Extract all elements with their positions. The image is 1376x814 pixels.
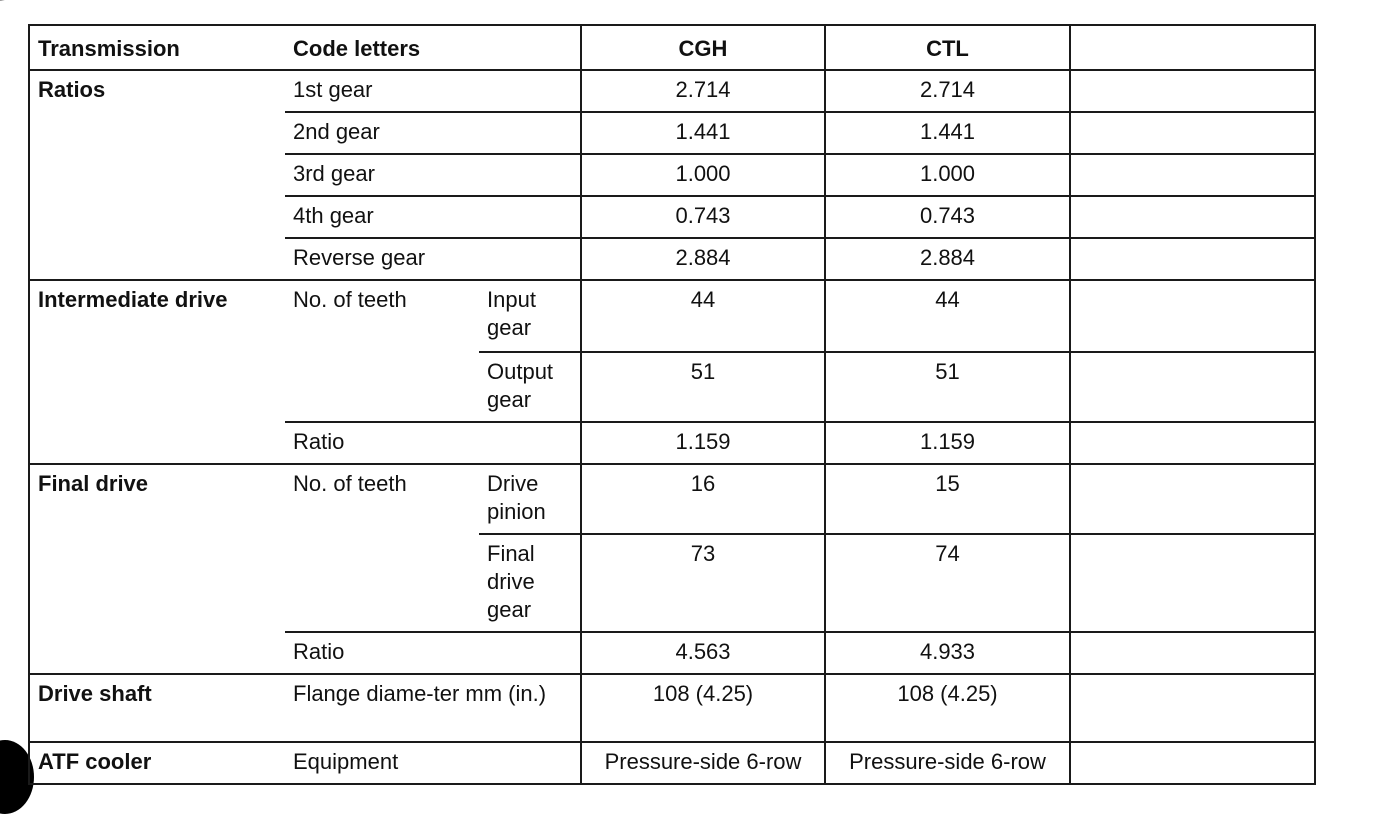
value-cell: 1.159	[825, 422, 1070, 464]
value-cell: 108 (4.25)	[581, 674, 825, 742]
value-cell	[1070, 464, 1315, 534]
table-row	[29, 674, 1315, 742]
column-header-ctl: CTL	[825, 25, 1070, 70]
sub-label: Input gear	[479, 280, 581, 352]
value-cell	[1070, 422, 1315, 464]
teeth-label: No. of teeth	[285, 280, 479, 422]
value-cell: Pressure-side 6-row	[825, 742, 1070, 784]
column-header-cgh: CGH	[581, 25, 825, 70]
value-cell: 51	[581, 352, 825, 422]
row-label: Reverse gear	[285, 238, 581, 280]
category-final-drive: Final drive	[29, 464, 285, 674]
value-cell: 1.159	[581, 422, 825, 464]
value-cell	[1070, 674, 1315, 742]
value-cell	[1070, 352, 1315, 422]
value-cell: 0.743	[825, 196, 1070, 238]
table-row	[29, 70, 1315, 112]
category-ratios: Ratios	[29, 70, 285, 280]
category-atf-cooler: ATF cooler	[29, 742, 285, 784]
value-cell: 2.884	[825, 238, 1070, 280]
code-letters-header: Code letters	[285, 25, 581, 70]
page-edge-line	[0, 0, 32, 11]
header-row	[29, 25, 1315, 70]
value-cell: 15	[825, 464, 1070, 534]
value-cell: 1.441	[825, 112, 1070, 154]
teeth-label: No. of teeth	[285, 464, 479, 632]
value-cell	[1070, 196, 1315, 238]
value-cell: 1.000	[581, 154, 825, 196]
value-cell: 4.933	[825, 632, 1070, 674]
value-cell: 44	[825, 280, 1070, 352]
table-row	[29, 464, 1315, 534]
value-cell: 16	[581, 464, 825, 534]
value-cell	[1070, 238, 1315, 280]
value-cell: 74	[825, 534, 1070, 632]
value-cell: Pressure-side 6-row	[581, 742, 825, 784]
sub-label: Output gear	[479, 352, 581, 422]
value-cell	[1070, 154, 1315, 196]
row-label: Equipment	[285, 742, 581, 784]
value-cell: 1.441	[581, 112, 825, 154]
row-label: 4th gear	[285, 196, 581, 238]
category-drive-shaft: Drive shaft	[29, 674, 285, 742]
value-cell	[1070, 534, 1315, 632]
row-label: 2nd gear	[285, 112, 581, 154]
row-label: Ratio	[285, 632, 581, 674]
category-intermediate-drive: Intermediate drive	[29, 280, 285, 464]
value-cell: 0.743	[581, 196, 825, 238]
table-row	[29, 280, 1315, 352]
value-cell: 108 (4.25)	[825, 674, 1070, 742]
value-cell: 73	[581, 534, 825, 632]
value-cell: 4.563	[581, 632, 825, 674]
value-cell: 44	[581, 280, 825, 352]
sub-label: Final drive gear	[479, 534, 581, 632]
value-cell	[1070, 112, 1315, 154]
value-cell: 2.714	[581, 70, 825, 112]
transmission-spec-table	[28, 24, 1316, 785]
value-cell	[1070, 280, 1315, 352]
value-cell: 2.884	[581, 238, 825, 280]
sub-label: Drive pinion	[479, 464, 581, 534]
row-label: Ratio	[285, 422, 581, 464]
value-cell	[1070, 70, 1315, 112]
table-row	[29, 742, 1315, 784]
value-cell	[1070, 742, 1315, 784]
value-cell: 2.714	[825, 70, 1070, 112]
transmission-header: Transmission	[29, 25, 285, 70]
row-label: Flange diame-ter mm (in.)	[285, 674, 581, 742]
row-label: 3rd gear	[285, 154, 581, 196]
column-header-empty	[1070, 25, 1315, 70]
row-label: 1st gear	[285, 70, 581, 112]
value-cell: 1.000	[825, 154, 1070, 196]
value-cell: 51	[825, 352, 1070, 422]
value-cell	[1070, 632, 1315, 674]
